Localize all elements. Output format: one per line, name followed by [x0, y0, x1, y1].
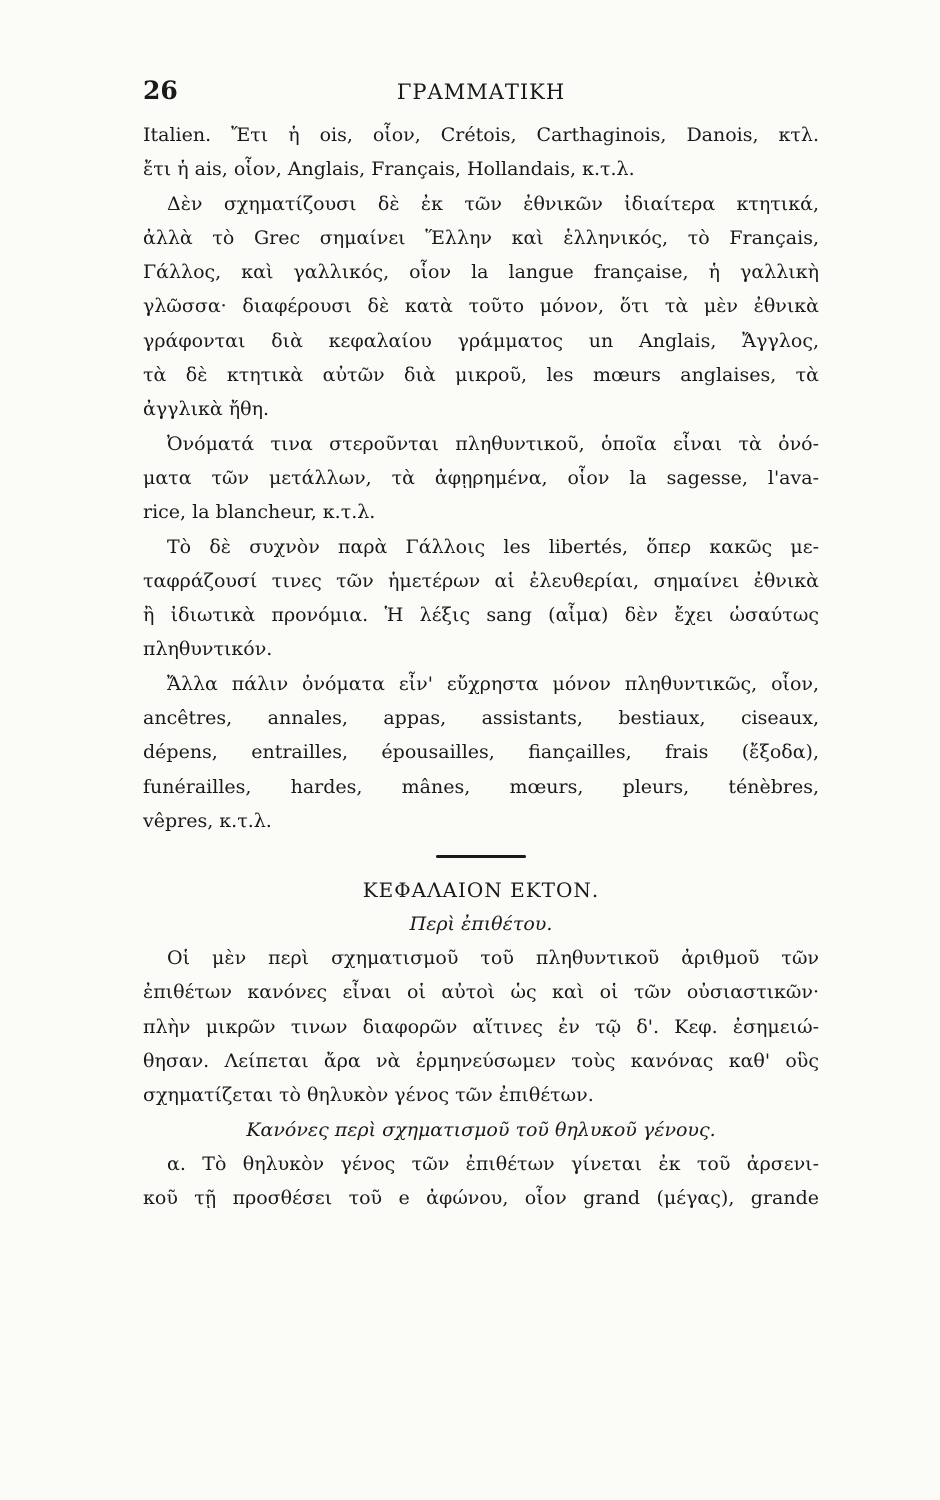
text-line: σχηματίζεται τὸ θηλυκὸν γένος τῶν ἐπιθέτων. [143, 1084, 594, 1107]
section-subheading: Κανόνες περὶ σχηματισμοῦ τοῦ θηλυκοῦ γένους. [246, 1118, 716, 1141]
text-line: πληθυντικόν. [143, 638, 273, 661]
text-line: ματα τῶν μετάλλων, τὰ ἀφῃρημένα, οἷον la sagesse, l'ava- [143, 466, 819, 489]
text-line: Ὀνόματά τινα στεροῦνται πληθυντικοῦ, ὁποῖα εἶναι τὰ ὀνό- [167, 432, 819, 455]
text-line: vêpres, κ.τ.λ. [143, 809, 272, 832]
text-line: funérailles, hardes, mânes, mœurs, pleurs, ténèbres, [143, 775, 819, 798]
text-line: α. Τὸ θηλυκὸν γένος τῶν ἐπιθέτων γίνεται ἐκ τοῦ ἀρσενι- [167, 1152, 819, 1175]
page-header [143, 76, 819, 106]
text-line: ἔτι ἡ ais, οἷον, Anglais, Français, Hollandais, κ.τ.λ. [143, 158, 635, 181]
chapter-heading: ΚΕΦΑΛΑΙΟΝ ΕΚΤΟΝ. [362, 877, 600, 902]
text-line: Ἄλλα πάλιν ὀνόματα εἶν' εὔχρηστα μόνον πληθυντικῶς, οἷον, [167, 672, 819, 695]
text-line: Τὸ δὲ συχνὸν παρὰ Γάλλοις les libertés, ὅπερ κακῶς με- [167, 535, 819, 558]
text-line: ancêtres, annales, appas, assistants, bestiaux, ciseaux, [143, 707, 819, 730]
running-title: ΓΡΑΜΜΑΤΙΚΗ [396, 80, 566, 104]
text-line: ἢ ἰδιωτικὰ προνόμια. Ἡ λέξις sang (αἷμα) δὲν ἔχει ὡσαύτως [143, 604, 819, 627]
text-line: ἀλλὰ τὸ Grec σημαίνει Ἕλλην καὶ ἑλληνικός, τὸ Français, [143, 226, 819, 249]
text-line: ἀγγλικὰ ἤθη. [143, 398, 270, 421]
text-line: Δὲν σχηματίζουσι δὲ ἐκ τῶν ἐθνικῶν ἰδιαίτερα κτητικά, [167, 192, 819, 215]
text-line: Italien. Ἔτι ἡ ois, οἷον, Crétois, Carthaginois, Danois, κτλ. [143, 124, 819, 146]
section-separator [143, 838, 819, 872]
chapter-subheading: Περὶ ἐπιθέτου. [409, 912, 553, 935]
text-line: γλῶσσα· διαφέρουσι δὲ κατὰ τοῦτο μόνον, ὅτι τὰ μὲν ἐθνικὰ [143, 295, 819, 318]
body-text [143, 118, 819, 1216]
text-line: rice, la blancheur, κ.τ.λ. [143, 501, 376, 524]
text-line: πλὴν μικρῶν τινων διαφορῶν αἵτινες ἐν τῷ δ'. Κεφ. ἐσημειώ- [143, 1015, 819, 1038]
text-line: ταφράζουσί τινες τῶν ἡμετέρων αἱ ἐλευθερίαι, σημαίνει ἐθνικὰ [143, 569, 819, 592]
text-line: Γάλλος, καὶ γαλλικός, οἷον la langue française, ἡ γαλλικὴ [143, 261, 819, 284]
text-line: γράφονται διὰ κεφαλαίου γράμματος un Anglais, Ἄγγλος, [143, 329, 819, 352]
text-line: κοῦ τῇ προσθέσει τοῦ e ἀφώνου, οἷον grand (μέγας), grande [143, 1187, 819, 1210]
text-line: τὰ δὲ κτητικὰ αὐτῶν διὰ μικροῦ, les mœurs anglaises, τὰ [143, 364, 819, 387]
text-line: ἐπιθέτων κανόνες εἶναι οἱ αὐτοὶ ὡς καὶ οἱ τῶν οὐσιαστικῶν· [143, 981, 819, 1004]
text-line: Οἱ μὲν περὶ σχηματισμοῦ τοῦ πληθυντικοῦ ἀριθμοῦ τῶν [167, 947, 819, 970]
text-line: dépens, entrailles, épousailles, fiançailles, frais (ἔξοδα), [143, 741, 819, 764]
ornament-rule [436, 855, 526, 858]
text-line: θησαν. Λείπεται ἄρα νὰ ἑρμηνεύσωμεν τοὺς κανόνας καθ' οὓς [143, 1050, 819, 1073]
page-number: 26 [143, 76, 178, 105]
